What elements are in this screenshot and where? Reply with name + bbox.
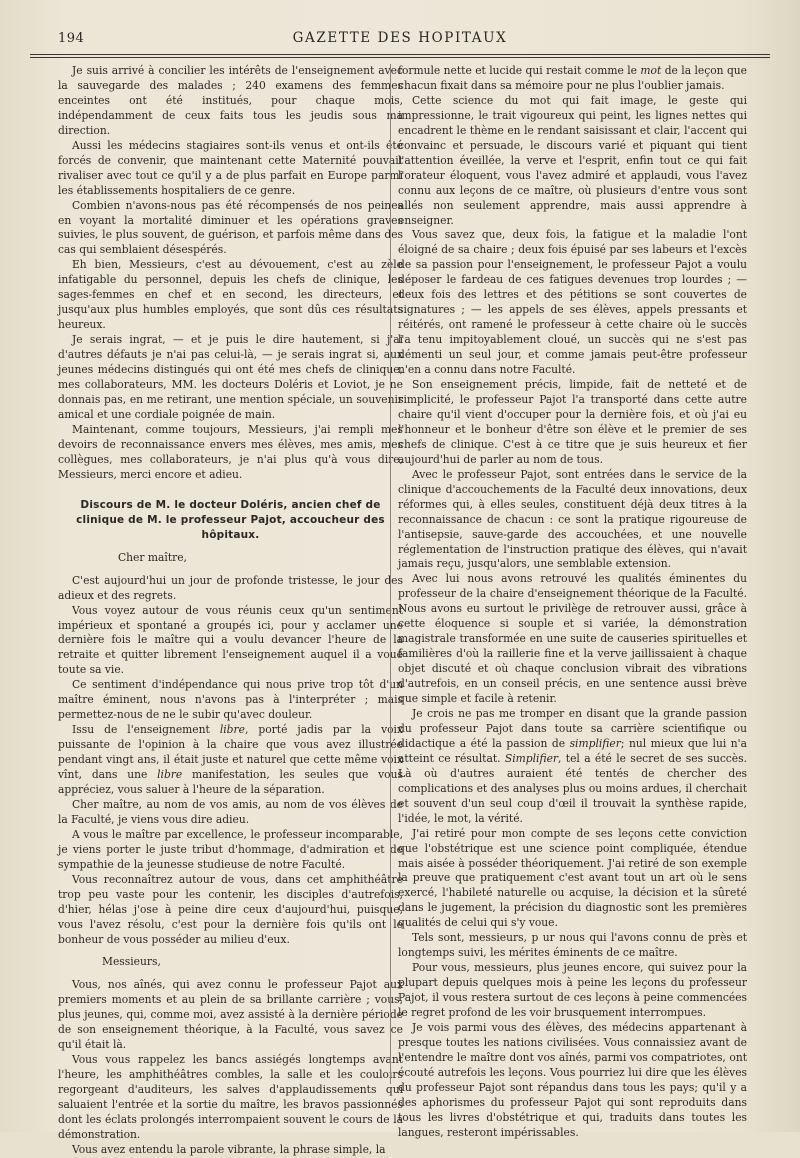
paragraph: Je suis arrivé à concilier les intérêts de l'enseignement avec la sauvegarde des malades ; 240 examens des femmes enceintes ont été institués, pour chaque mois, indépendamment de ceux faits tous les jeudis sous ma direction. [58,64,403,137]
text-run: de la leçon que chacun fixait dans sa mémoire pour ne plus l'oublier jamais. [398,64,747,92]
column-divider [390,64,391,1084]
paragraph: A vous le maître par excellence, le professeur incomparable, je viens porter le juste tribut d'hommage, d'admiration et de sympathie de la jeunesse studieuse de notre Faculté. [58,827,403,871]
section-heading: Discours de M. le docteur Doléris, ancien chef de clinique de M. le professeur Pajot, accoucheur des hôpitaux. [76,498,385,541]
paragraph: Vous reconnaîtrez autour de vous, dans cet amphithéâtre trop peu vaste pour les contenir, les disciples d'autrefois, d'hier, hélas j'ose à peine dire ceux d'aujourd'hui, puisque, vous l'avez résolu, c'est pour la dernière fois qu'ils ont le bonheur de vous posséder au milieu d'eux. [58,872,403,946]
paragraph: Vous voyez autour de vous réunis ceux qu'un sentiment impérieux et spontané a groupés ici, pour y acclamer une dernière fois le maître qui a voulu devancer l'heure de la retraite et quitter librement l'enseignement auquel il a voué toute sa vie. [58,603,403,677]
header-rule-bottom [30,57,770,58]
paragraph [58,723,403,798]
paragraph: Cette science du mot qui fait image, le geste qui impressionne, le trait vigoureux qui peint, les lignes nettes qui encadrent le thème en le rendant saisissant et clair, l'accent qui convainc et persuade, le discours varié et piquant qui tient l'attention éveillée, la verve et l'esprit, enfin tout ce qui fait l'orateur éloquent, vous l'avez admiré et applaudi, vous l'avez connu aux leçons de ce maître, où plusieurs d'entre vous sont allés non seulement apprendre, mais aussi apprendre à enseigner. [398,93,747,227]
spacer [58,543,403,551]
text-run: , porté jadis par la voix puissante de l'opinion à la chaire que vous avez illustrée pendant vingt ans, il était juste et naturel que cette même voix vînt, dans une [58,723,403,782]
paragraph: Vous vous rappelez les bancs assiégés longtemps avant l'heure, les amphithéâtres combles, la salle et les couloirs regorgeant d'auditeurs, les salves d'applaudissements qui saluaient l'entrée et la sortie du maître, les bravos passionnés dont les éclats prolongés interrompaient souvent le cours de la démonstration. [58,1053,403,1141]
right-column [398,64,747,1141]
paragraph: Combien n'avons-nous pas été récompensés de nos peines en voyant la mortalité diminuer et les opérations graves suivies, le plus souvent, de guérison, et parfois même dans des cas qui semblaient désespérés. [58,198,403,257]
paragraph: Je serais ingrat, — et je puis le dire hautement, si j'ai d'autres défauts je n'ai pas celui-là, — je serais ingrat si, aux jeunes médecins distingués qui ont été mes chefs de clinique, mes collaborateurs, MM. les docteurs Doléris et Loviot, je ne donnais pas, en me retirant, une mention spéciale, un souvenir amical et une cordiale poignée de main. [58,333,403,421]
text-run: Issu de l'enseignement [72,723,220,737]
spacer [58,947,403,955]
text-run: ; nul mieux que lui n'a atteint ce résultat. [398,736,747,765]
paragraph [398,707,747,827]
italic-text: libre [219,723,245,737]
paragraph: Aussi les médecins stagiaires sont-ils venus et ont-ils été forcés de convenir, que maintenant cette Maternité pouvait rivaliser avec tout ce qu'il y a de plus parfait en Europe parmi les établissements hospitaliers de ce genre. [58,138,403,197]
paragraph: Avec lui nous avons retrouvé les qualités éminentes du professeur de la chaire d'enseignement théorique de la Faculté. Nous avons eu surtout le privilège de retrouver aussi, grâce à cette éloquence si souple et si variée, la démonstration magistrale transformée en une suite de causeries spirituelles et familières d'où la raillerie fine et la verve jaillissaient à chaque objet discuté et où chaque conclusion vibrait des vibrations d'autrefois, en un conseil précis, en une sentence aussi brève que simple et facile à retenir. [398,572,747,706]
italic-text: mot [640,64,662,77]
paragraph: Maintenant, comme toujours, Messieurs, j'ai rempli mes devoirs de reconnaissance envers mes élèves, mes amis, mes collègues, mes collaborateurs, je n'ai plus qu'à vous dire, Messieurs, merci encore et adieu. [58,422,403,481]
paragraph: Eh bien, Messieurs, c'est au dévouement, c'est au zèle infatigable du personnel, depuis les chefs de clinique, les sages-femmes en chef et en second, les directeurs, et jusqu'aux plus humbles employés, que sont dûs ces résultats heureux. [58,258,403,332]
journal-title: GAZETTE DES HOPITAUX [292,30,508,46]
italic-text: simplifier [569,736,621,750]
text-run: formule nette et lucide qui restait comme le [398,64,641,77]
paragraph: Avec le professeur Pajot, sont entrées dans le service de la clinique d'accouchements de la Faculté deux innovations, deux réformes qui, à elles seules, constituent déjà deux titres à la reconnaissance de chacun : ce sont la pratique rigoureuse de l'antisepsie, sauve-garde des accouchées, et une nouvelle réglementation de l'instruction pratique des élèves, qui n'avait jamais reçu, jusqu'alors, une semblable extension. [398,467,747,571]
text-run: Je crois ne pas me tromper en disant que la grande passion du professeur Pajot dans toute sa carrière scientifique ou didactique a été la passion de [398,706,747,750]
paragraph: Je vois parmi vous des élèves, des médecins appartenant à presque toutes les nations civilisées. Vous connaissiez avant de l'entendre le maître dont vos aînés, parmi vos compatriotes, ont écouté autrefois les leçons. Vous pourriez lui dire que les élèves du professeur Pajot sont répandus dans tous les pays; qu'il y a des aphorismes du professeur Pajot qui sont reproduits dans tous les livres d'obstétrique et qui, traduits dans toutes les langues, resteront impérissables. [398,1021,747,1139]
paragraph: Vous savez que, deux fois, la fatigue et la maladie l'ont éloigné de sa chaire ; deux fois épuisé par ses labeurs et l'excès de sa passion pour l'enseignement, le professeur Pajot a voulu déposer le fardeau de ces fatigues devenues trop lourdes ; — deux fois des lettres et des pétitions se sont couvertes de signatures ; — les appels de ses élèves, appels pressants et réitérés, ont ramené le professeur à cette chaire où le succès l'a tenu impitoyablement cloué, un succès qui ne s'est pas démenti un seul jour, et comme jamais peut-être professeur n'en a connu dans notre Faculté. [398,228,747,377]
left-column [58,64,403,1158]
paragraph: Vous avez entendu la parole vibrante, la phrase simple, la [72,1142,386,1156]
spacer [58,970,403,978]
page-number: 194 [58,31,85,46]
paragraph: Pour vous, messieurs, plus jeunes encore, qui suivez pour la plupart depuis quelques mois à peine les leçons du professeur Pajot, il vous restera surtout de ces leçons à peine commencées le regret profond de les voir brusquement interrompues. [398,961,747,1020]
salutation: Cher maître, [118,550,187,564]
paragraph: Vous, nos aînés, qui avez connu le professeur Pajot aux premiers moments et au plein de sa brillante carrière ; vous, plus jeunes, qui, comme moi, avez assisté à la dernière période de son enseignement théorique, à la Faculté, vous savez ce qu'il était là. [58,978,403,1052]
salutation: Messieurs, [102,955,161,969]
italic-text: libre [157,768,183,782]
page-header [30,26,770,50]
paragraph: Tels sont, messieurs, p ur nous qui l'avons connu de près et longtemps suivi, les mérites éminents de ce maître. [398,931,747,960]
paragraph: C'est aujourd'hui un jour de profonde tristesse, le jour des adieux et des regrets. [58,573,403,602]
paragraph: Ce sentiment d'indépendance qui nous prive trop tôt d'un maître éminent, nous n'avons pas à l'interpréter ; mais permettez-nous de ne le subir qu'avec douleur. [58,678,403,722]
paragraph: Son enseignement précis, limpide, fait de netteté et de simplicité, le professeur Pajot l'a transporté dans cette autre chaire qu'il vient d'occuper pour la dernière fois, et où j'ai eu l'honneur et le bonheur d'être son élève et le premier de ses chefs de clinique. C'est à ce titre que je suis heureux et fier aujourd'hui de parler au nom de tous. [398,378,747,466]
spacer [58,566,403,574]
italic-text: Simplifier [504,751,559,765]
paragraph: J'ai retiré pour mon compte de ses leçons cette conviction que l'obstétrique est une science point compliquée, étendue mais aisée à posséder théoriquement. J'ai retiré de son exemple la preuve que pratiquement c'est avant tout un art où le sens exercé, l'habileté naturelle ou acquise, la décision et la sûreté dans le jugement, la précision du diagnostic sont les premières qualités de celui qui s'y voue. [398,826,747,930]
text-run: manifestation, les seules que vous appréciez, vous saluer à l'heure de la séparation. [58,768,403,796]
spacer [58,483,403,498]
header-rule-top [30,54,770,55]
text-run: , tel a été le secret de ses succès. Là où d'autres auraient été tentés de chercher des complications et des analyses plus ou moins ardues, il cherchait et souvent d'un seul coup d'œil il trouvait la synthèse rapide, l'idée, le mot, la vérité. [398,751,748,825]
paragraph [398,64,747,94]
paragraph: Cher maître, au nom de vos amis, au nom de vos élèves de la Faculté, je viens vous dire adieu. [58,797,403,826]
